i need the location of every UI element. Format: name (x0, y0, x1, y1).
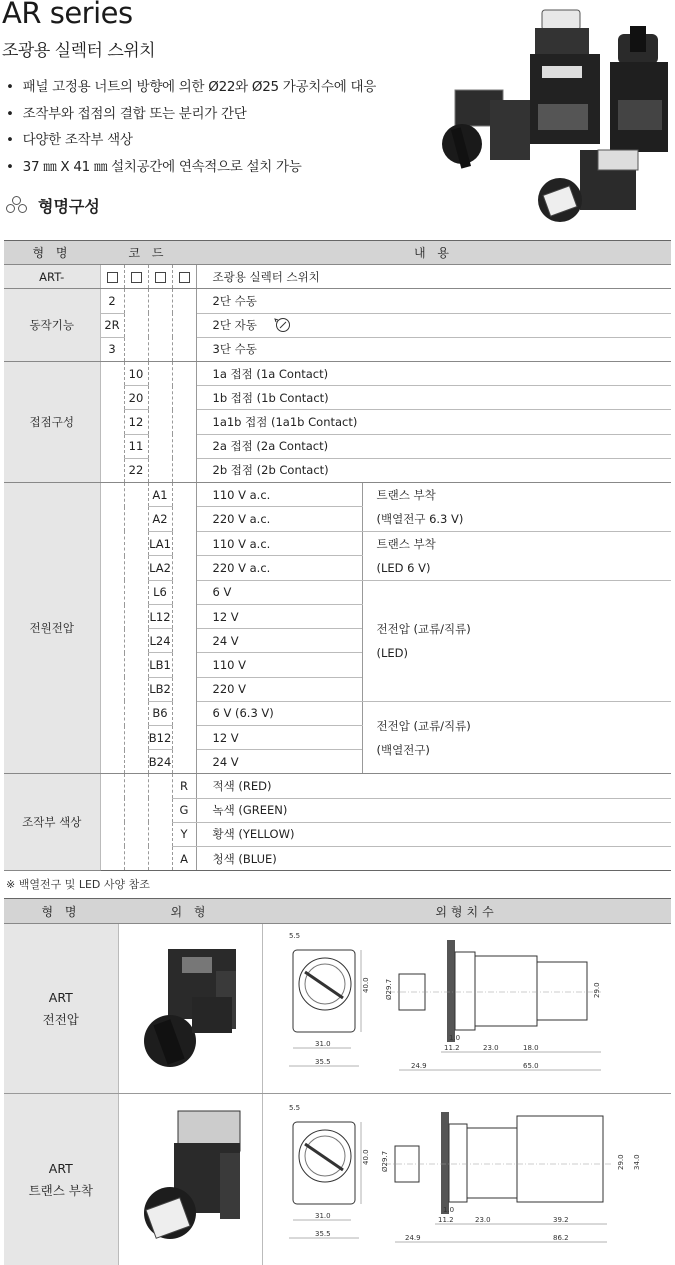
header-code: 코 드 (100, 241, 196, 265)
footnote: ※ 백열전구 및 LED 사양 참조 (6, 878, 150, 891)
dim-header-model: 형 명 (4, 899, 118, 924)
feature-item: • 조작부와 접점의 결합 또는 분리가 간단 (6, 104, 376, 131)
voltage-desc: 6 V (196, 580, 362, 604)
code-box (155, 272, 166, 283)
svg-text:39.2: 39.2 (552, 1216, 569, 1224)
voltage-desc: 6 V (6.3 V) (196, 701, 362, 725)
color-desc: 청색 (BLUE) (196, 846, 671, 870)
svg-text:31.0: 31.0 (314, 1040, 331, 1048)
svg-text:24.9: 24.9 (404, 1234, 421, 1242)
contact-code: 12 (124, 410, 148, 434)
svg-text:5.5: 5.5 (288, 932, 300, 940)
voltage-remark: 트랜스 부착 (LED 6 V) (362, 531, 671, 580)
model-name: ART- (4, 265, 100, 289)
color-desc: 적색 (RED) (196, 774, 671, 798)
operation-code: 3 (100, 337, 124, 361)
page-title: AR series (2, 0, 133, 30)
svg-text:65.0: 65.0 (522, 1062, 539, 1070)
voltage-code: LA2 (148, 556, 172, 581)
svg-text:11.2: 11.2 (443, 1044, 460, 1052)
contact-code: 11 (124, 434, 148, 458)
svg-text:31.0: 31.0 (314, 1212, 331, 1220)
color-label: 조작부 색상 (4, 774, 100, 871)
operation-desc: 2단 자동 (212, 317, 257, 332)
svg-text:29.0: 29.0 (592, 982, 601, 998)
switch-photo (118, 924, 262, 1094)
operation-code: 2R (100, 313, 124, 337)
color-code: Y (172, 822, 196, 846)
model-code-table (4, 240, 671, 871)
contact-desc: 2b 접점 (2b Contact) (196, 458, 671, 482)
page-subtitle: 조광용 실렉터 스위치 (2, 41, 156, 61)
code-box (131, 272, 142, 283)
svg-text:23.0: 23.0 (482, 1044, 499, 1052)
voltage-desc: 110 V (196, 653, 362, 677)
voltage-desc: 110 V a.c. (196, 482, 362, 507)
svg-text:1.0: 1.0 (448, 1034, 460, 1042)
contact-code: 10 (124, 361, 148, 385)
product-photo (430, 4, 675, 238)
svg-text:40.0: 40.0 (361, 977, 370, 993)
operation-desc: 3단 수동 (196, 337, 671, 361)
contact-desc: 2a 접점 (2a Contact) (196, 434, 671, 458)
section-heading (6, 194, 100, 216)
voltage-desc: 220 V (196, 677, 362, 701)
svg-text:35.5: 35.5 (314, 1058, 331, 1066)
feature-item: • 다양한 조작부 색상 (6, 130, 376, 157)
voltage-code: LB1 (148, 653, 172, 677)
voltage-desc: 24 V (196, 629, 362, 653)
voltage-desc: 24 V (196, 750, 362, 774)
svg-text:40.0: 40.0 (361, 1149, 370, 1165)
voltage-remark: 전전압 (교류/직류) (LED) (362, 580, 671, 701)
voltage-code: B6 (148, 701, 172, 725)
dim-model: ART 트랜스 부착 (4, 1094, 118, 1265)
dimension-table (4, 898, 671, 1265)
svg-text:34.0: 34.0 (632, 1154, 641, 1170)
voltage-remark: 트랜스 부착 (백열전구 6.3 V) (362, 482, 671, 531)
operation-desc-cell (196, 313, 671, 337)
contact-code: 22 (124, 458, 148, 482)
feature-item: • 패널 고정용 너트의 방향에 의한 Ø22와 Ø25 가공치수에 대응 (6, 77, 376, 104)
header-model: 형 명 (4, 241, 100, 265)
svg-text:1.0: 1.0 (442, 1206, 454, 1214)
dimension-drawing (262, 1094, 671, 1265)
svg-text:11.2: 11.2 (437, 1216, 454, 1224)
color-code: R (172, 774, 196, 798)
voltage-code: LB2 (148, 677, 172, 701)
voltage-code: L24 (148, 629, 172, 653)
voltage-remark: 전전압 (교류/직류) (백열전구) (362, 701, 671, 774)
dim-model: ART 전전압 (4, 924, 118, 1094)
voltage-desc: 220 V a.c. (196, 507, 362, 532)
color-code: G (172, 798, 196, 822)
section-dots-icon (6, 196, 28, 214)
dimension-drawing (262, 924, 671, 1094)
contact-code: 20 (124, 386, 148, 410)
svg-text:35.5: 35.5 (314, 1230, 331, 1238)
auto-return-icon (257, 317, 297, 333)
svg-text:29.0: 29.0 (616, 1154, 625, 1170)
voltage-label: 전원전압 (4, 482, 100, 774)
svg-text:18.0: 18.0 (522, 1044, 539, 1052)
feature-item: • 37 ㎜ X 41 ㎜ 설치공간에 연속적으로 설치 가능 (6, 157, 376, 184)
operation-label: 동작기능 (4, 289, 100, 362)
contact-label: 접점구성 (4, 361, 100, 482)
feature-list (6, 77, 376, 183)
model-desc: 조광용 실렉터 스위치 (196, 265, 671, 289)
svg-text:24.9: 24.9 (410, 1062, 427, 1070)
voltage-code: L6 (148, 580, 172, 604)
voltage-desc: 110 V a.c. (196, 531, 362, 556)
voltage-code: A2 (148, 507, 172, 532)
header-content: 내 용 (196, 241, 671, 265)
contact-desc: 1a 접점 (1a Contact) (196, 361, 671, 385)
voltage-desc: 220 V a.c. (196, 556, 362, 581)
voltage-code: B24 (148, 750, 172, 774)
dim-header-dimensions: 외형치수 (262, 899, 671, 924)
svg-text:5.5: 5.5 (288, 1104, 300, 1112)
switch-photo (118, 1094, 262, 1265)
voltage-code: A1 (148, 482, 172, 507)
section-title: 형명구성 (38, 196, 100, 216)
svg-text:Ø29.7: Ø29.7 (384, 978, 393, 1000)
operation-code: 2 (100, 289, 124, 313)
voltage-desc: 12 V (196, 726, 362, 750)
svg-text:23.0: 23.0 (474, 1216, 491, 1224)
color-code: A (172, 846, 196, 870)
voltage-code: B12 (148, 726, 172, 750)
voltage-code: L12 (148, 605, 172, 629)
operation-desc: 2단 수동 (196, 289, 671, 313)
svg-text:Ø29.7: Ø29.7 (380, 1150, 389, 1172)
dim-header-appearance: 외 형 (118, 899, 262, 924)
code-box (107, 272, 118, 283)
contact-desc: 1b 접점 (1b Contact) (196, 386, 671, 410)
svg-text:86.2: 86.2 (552, 1234, 569, 1242)
contact-desc: 1a1b 접점 (1a1b Contact) (196, 410, 671, 434)
voltage-desc: 12 V (196, 605, 362, 629)
voltage-code: LA1 (148, 531, 172, 556)
color-desc: 황색 (YELLOW) (196, 822, 671, 846)
color-desc: 녹색 (GREEN) (196, 798, 671, 822)
code-box (179, 272, 190, 283)
